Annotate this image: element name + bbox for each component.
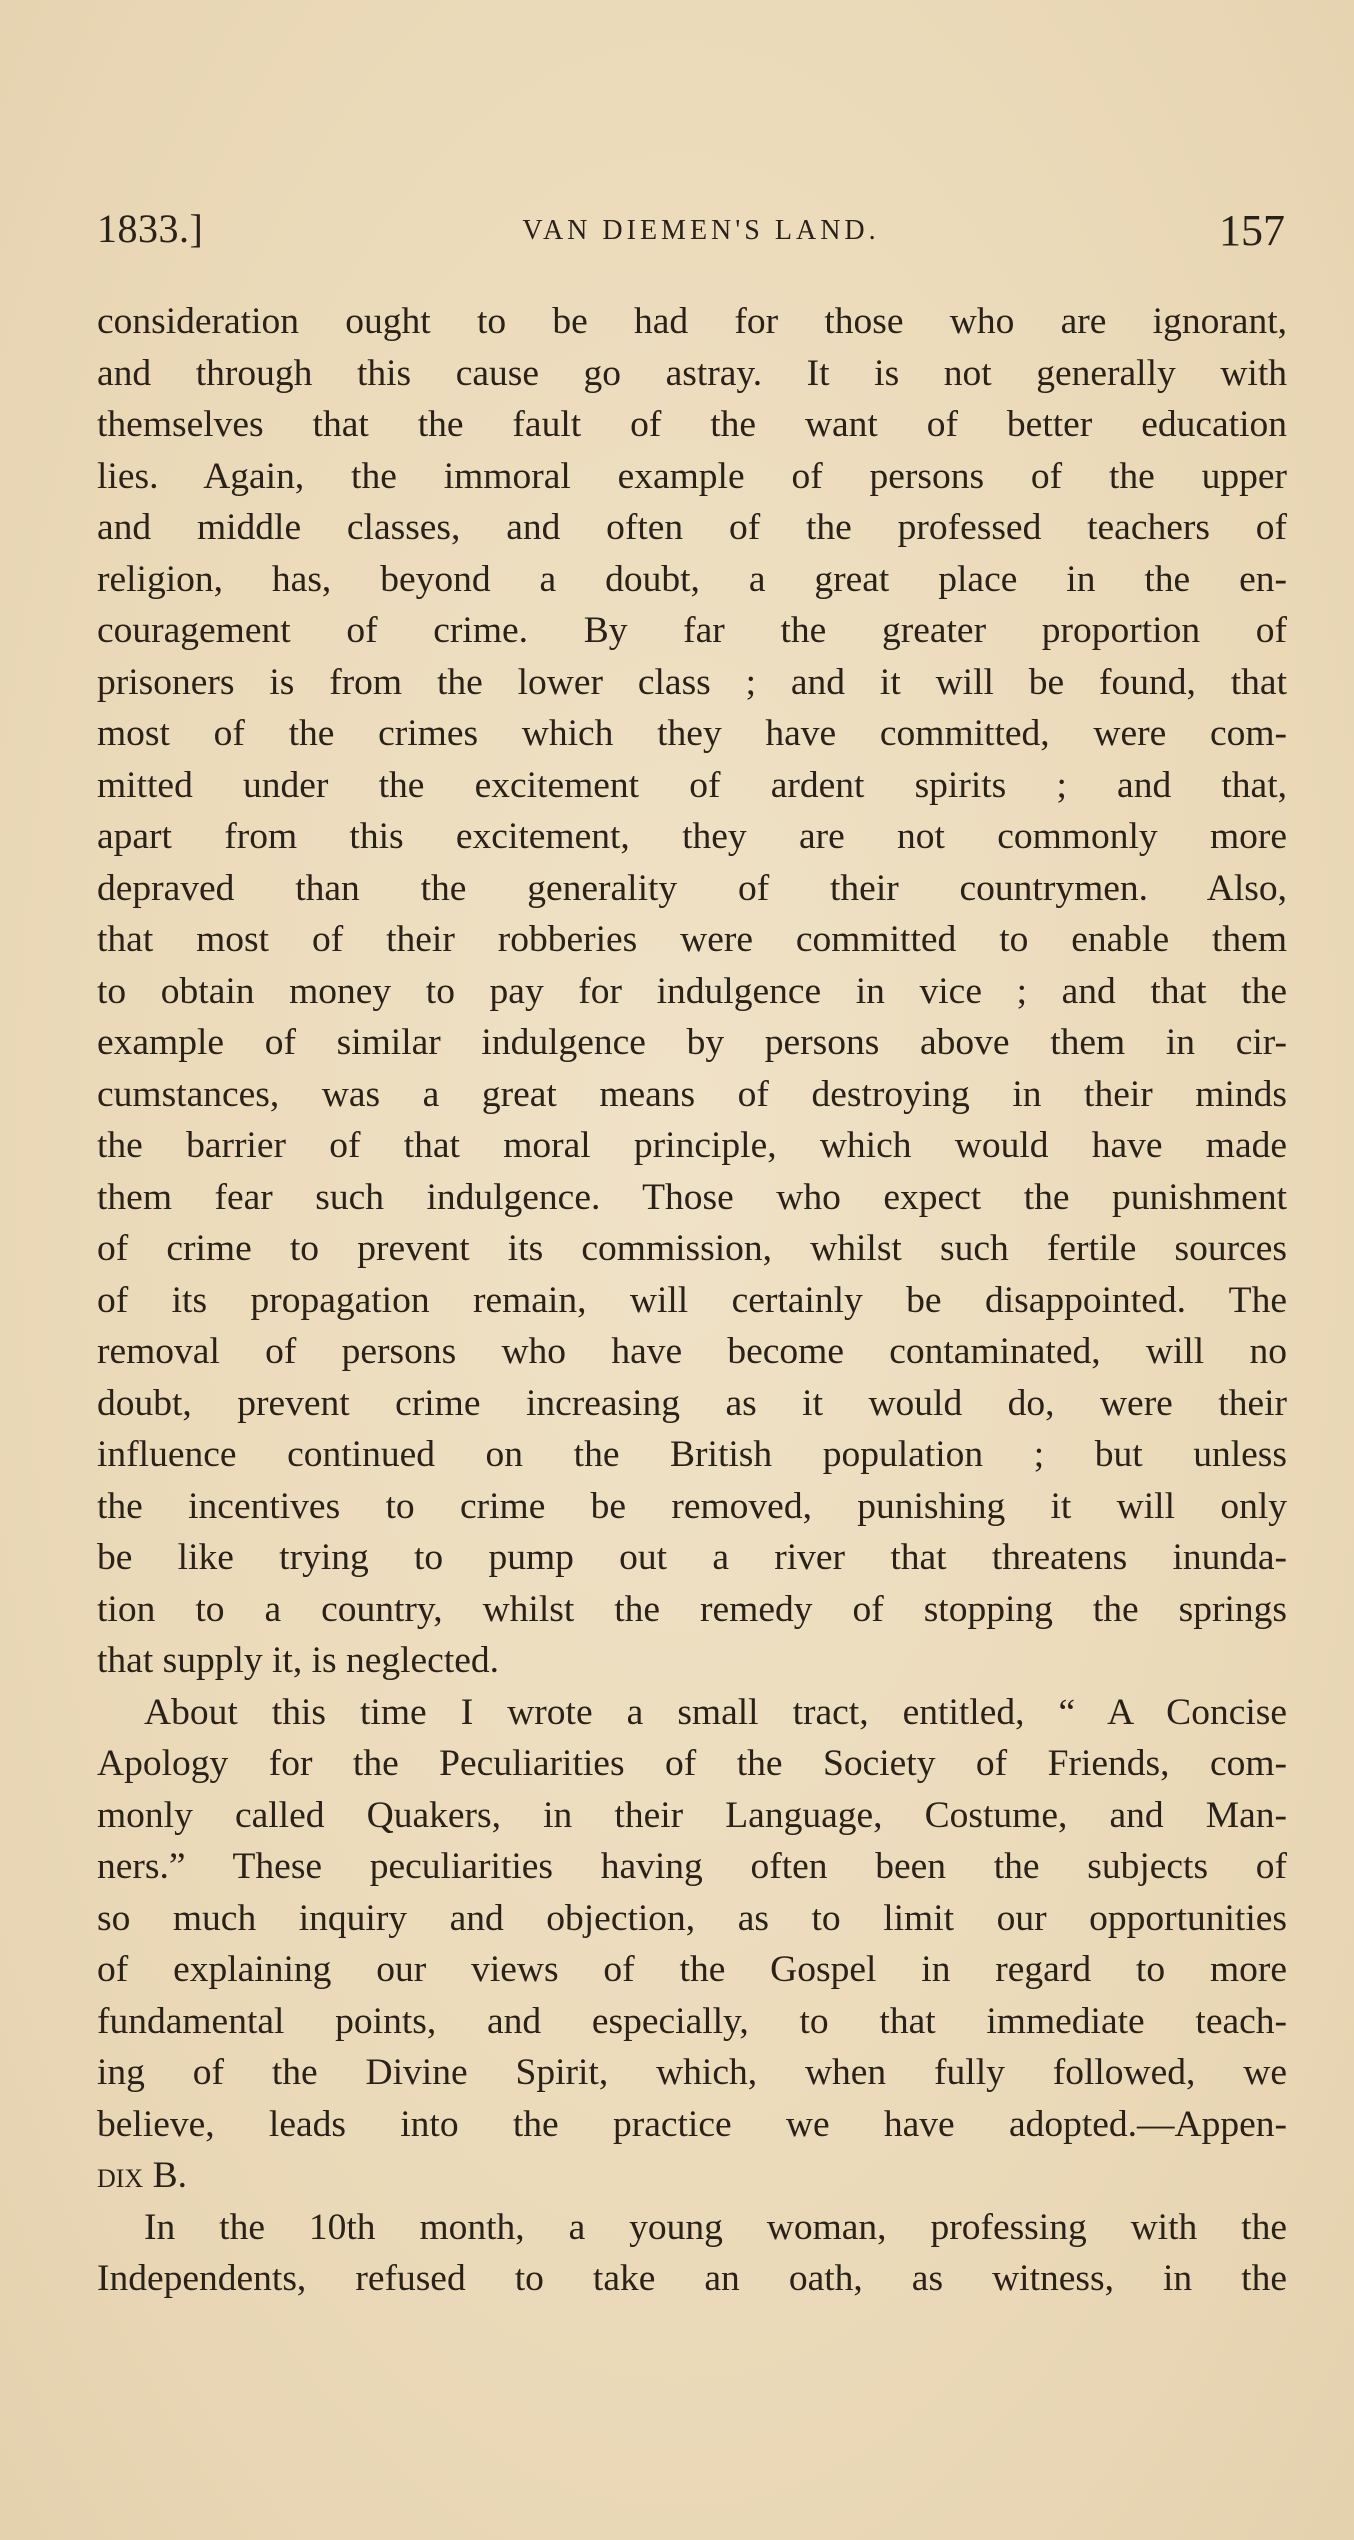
text-line: fundamental points, and especially, to that immediate teach-	[97, 2000, 1287, 2042]
text-line: lies. Again, the immoral example of persons of the upper	[97, 455, 1287, 497]
running-head	[97, 205, 1285, 265]
text-line: believe, leads into the practice we have adopted.—Appen-	[97, 2103, 1287, 2145]
text-line: consideration ought to be had for those who are ignorant,	[97, 301, 1287, 342]
body-text	[97, 296, 1287, 2305]
text-line: the barrier of that moral principle, which would have made	[97, 1125, 1287, 1166]
text-line: depraved than the generality of their countrymen. Also,	[97, 867, 1287, 909]
text-line: that most of their robberies were committed to enable them	[97, 919, 1287, 960]
text-line: prisoners is from the lower class ; and it will be found, that	[97, 661, 1287, 703]
text-line: and through this cause go astray. It is not generally with	[97, 352, 1287, 394]
text-line: that supply it, is neglected.	[97, 1640, 500, 1681]
text-line: of explaining our views of the Gospel in regard to more	[97, 1949, 1287, 1990]
text-line: example of similar indulgence by persons above them in cir-	[97, 1022, 1287, 1063]
text-line: ners.” These peculiarities having often been the subjects of	[97, 1846, 1287, 1887]
text-line: to obtain money to pay for indulgence in vice ; and that the	[97, 970, 1287, 1012]
text-line: themselves that the fault of the want of better education	[97, 404, 1287, 445]
text-line: of its propagation remain, will certainly be disappointed. The	[97, 1279, 1287, 1321]
text-line: be like trying to pump out a river that threatens inunda-	[97, 1537, 1287, 1578]
text-line: Independents, refused to take an oath, as witness, in the	[97, 2258, 1287, 2299]
text-line: influence continued on the British population ; but unless	[97, 1434, 1287, 1475]
running-head-title: VAN DIEMEN'S LAND.	[522, 215, 880, 246]
text-line: mitted under the excitement of ardent spirits ; and that,	[97, 764, 1287, 806]
text-line: most of the crimes which they have committed, were com-	[97, 713, 1287, 754]
text-line: About this time I wrote a small tract, entitled, “ A Concise	[144, 1691, 1287, 1733]
text-line: the incentives to crime be removed, punishing it will only	[97, 1485, 1287, 1527]
text-line: and middle classes, and often of the professed teachers of	[97, 507, 1287, 548]
text-line: monly called Quakers, in their Language, Costume, and Man-	[97, 1794, 1287, 1836]
text-line: tion to a country, whilst the remedy of stopping the springs	[97, 1588, 1287, 1630]
text-line: couragement of crime. By far the greater proportion of	[97, 610, 1287, 651]
text-line: doubt, prevent crime increasing as it would do, were their	[97, 1382, 1287, 1424]
text-line: ing of the Divine Spirit, which, when fully followed, we	[97, 2052, 1287, 2093]
text-line: them fear such indulgence. Those who expect the punishment	[97, 1176, 1287, 1218]
text-line: of crime to prevent its commission, whilst such fertile sources	[97, 1228, 1287, 1269]
text-line: dix B.	[97, 2155, 187, 2196]
text-line: In the 10th month, a young woman, professing with the	[144, 2206, 1287, 2248]
text-line: removal of persons who have become contaminated, will no	[97, 1331, 1287, 1372]
text-line: apart from this excitement, they are not commonly more	[97, 816, 1287, 857]
text-line: religion, has, beyond a doubt, a great place in the en-	[97, 558, 1287, 600]
text-line: cumstances, was a great means of destroying in their minds	[97, 1073, 1287, 1115]
text-line: Apology for the Peculiarities of the Society of Friends, com-	[97, 1743, 1287, 1784]
text-line: so much inquiry and objection, as to limit our opportunities	[97, 1897, 1287, 1939]
page-number: 157	[1219, 206, 1285, 255]
running-head-year: 1833.]	[97, 206, 204, 251]
